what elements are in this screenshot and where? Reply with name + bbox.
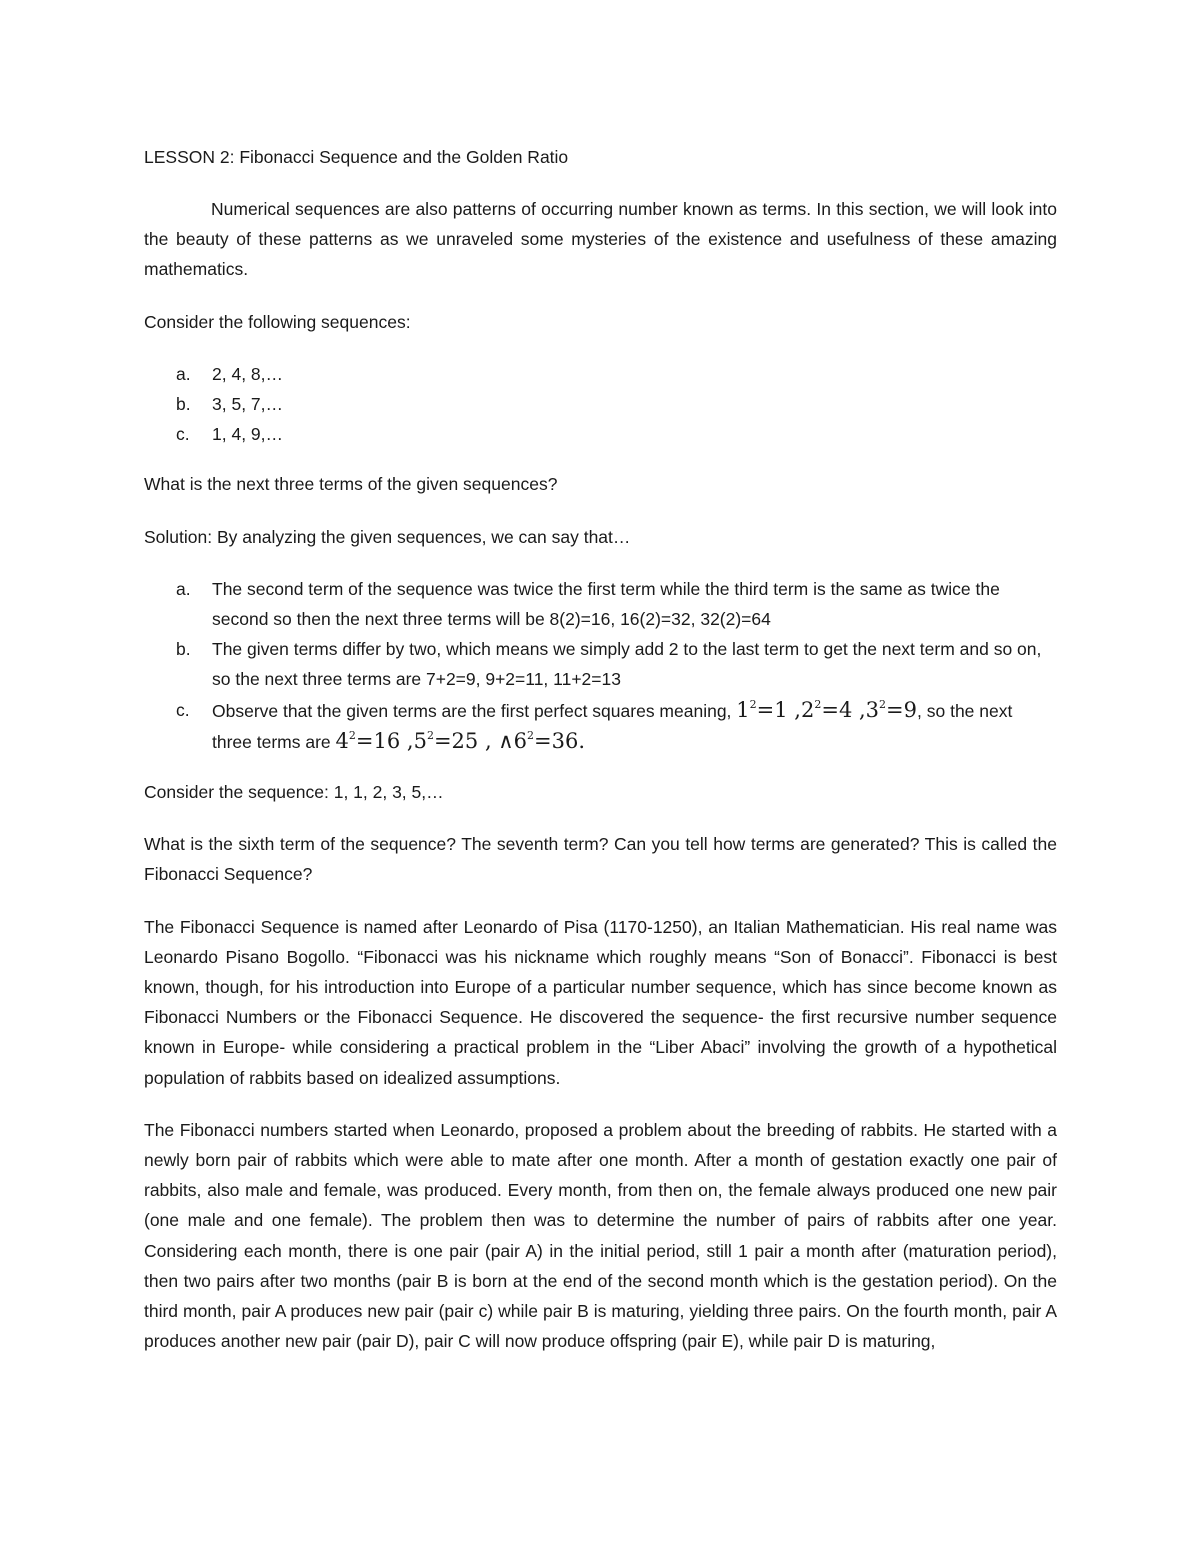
list-item-text: 2, 4, 8,… — [212, 363, 284, 384]
list-marker: c. — [176, 424, 190, 445]
fibonacci-history-paragraph: The Fibonacci Sequence is named after Leonardo of Pisa (1170-1250), an Italian Mathematician. His real name was Leonardo Pisano Bogollo. “Fibonacci was his nickname which roughly means “Son of Bonacci”. Fibonacci is best known, though, for his introduction into Europe of a particular number sequence, which has since become known as Fibonacci Numbers or the Fibonacci Sequence. He discovered the sequence- the first recursive number sequence known in Europe- while considering a practical problem in the “Liber Abaci” involving the growth of a hypothetical population of rabbits based on idealized assumptions. — [144, 916, 1057, 1088]
solution-intro: Solution: By analyzing the given sequences, we can say that… — [144, 526, 631, 547]
list-marker: b. — [176, 394, 191, 415]
solution-list — [144, 574, 1057, 757]
list-marker: a. — [176, 363, 191, 384]
list-marker: c. — [176, 699, 190, 720]
question-text: What is the next three terms of the given sequences? — [144, 474, 558, 495]
list-item — [144, 574, 1057, 634]
document-body — [144, 142, 1057, 1357]
list-item-text: , so the next three terms are — [212, 700, 1013, 752]
consider-sequence: Consider the sequence: 1, 1, 2, 3, 5,… — [144, 782, 444, 803]
list-marker: b. — [176, 639, 191, 660]
list-item-text: 1, 4, 9,… — [212, 424, 284, 445]
list-item — [144, 695, 1057, 757]
list-item-text: Observe that the given terms are the first perfect squares meaning, — [212, 700, 732, 721]
list-item-text: The second term of the sequence was twice the first term while the third term is the same as twice the second so then the next three terms will be 8(2)=16, 16(2)=32, 32(2)=64 — [212, 578, 1000, 630]
rabbit-problem-paragraph: The Fibonacci numbers started when Leonardo, proposed a problem about the breeding of rabbits. He started with a newly born pair of rabbits which were able to mate after one month. After a month of gestation exactly one pair of rabbits, also male and female, was produced. Every month, from then on, the female always produced one new pair (one male and one female). The problem then was to determine the number of pairs of rabbits after one year. Considering each month, there is one pair (pair A) in the initial period, still 1 pair a month after (maturation period), then two pairs after two months (pair B is born at the end of the second month which is the gestation period). On the third month, pair A produces new pair (pair c) while pair B is maturing, yielding three pairs. On the fourth month, pair A produces another new pair (pair D), pair C will now produce offspring (pair E), while pair D is maturing, — [144, 1119, 1057, 1352]
list-item — [144, 389, 1057, 419]
intro-paragraph: Numerical sequences are also patterns of occurring number known as terms. In this section, we will look into the beauty of these patterns as we unraveled some mysteries of the existence and usefulness of these amazing mathematics. — [144, 199, 1057, 280]
list-item — [144, 419, 1057, 449]
sixth-term-question: What is the sixth term of the sequence? The seventh term? Can you tell how terms are generated? This is called the Fibonacci Sequence? — [144, 834, 1057, 885]
consider-label: Consider the following sequences: — [144, 311, 411, 332]
list-item — [144, 634, 1057, 694]
perfect-squares-expression: $1^2=1$ $,2^2=4$ $,3^2=9$ — [736, 697, 918, 722]
list-marker: a. — [176, 578, 191, 599]
list-item — [144, 359, 1057, 389]
list-item-text: 3, 5, 7,… — [212, 394, 284, 415]
list-item-text: The given terms differ by two, which means we simply add 2 to the last term to get the next term and so on, so the next three terms are 7+2=9, 9+2=11, 11+2=13 — [212, 639, 1042, 690]
next-squares-expression: $4^2=16$ $,5^2=25$ , $\wedge 6^2=36$. — [335, 728, 586, 753]
lesson-title: LESSON 2: Fibonacci Sequence and the Golden Ratio — [144, 147, 569, 167]
sequence-list — [144, 359, 1057, 450]
